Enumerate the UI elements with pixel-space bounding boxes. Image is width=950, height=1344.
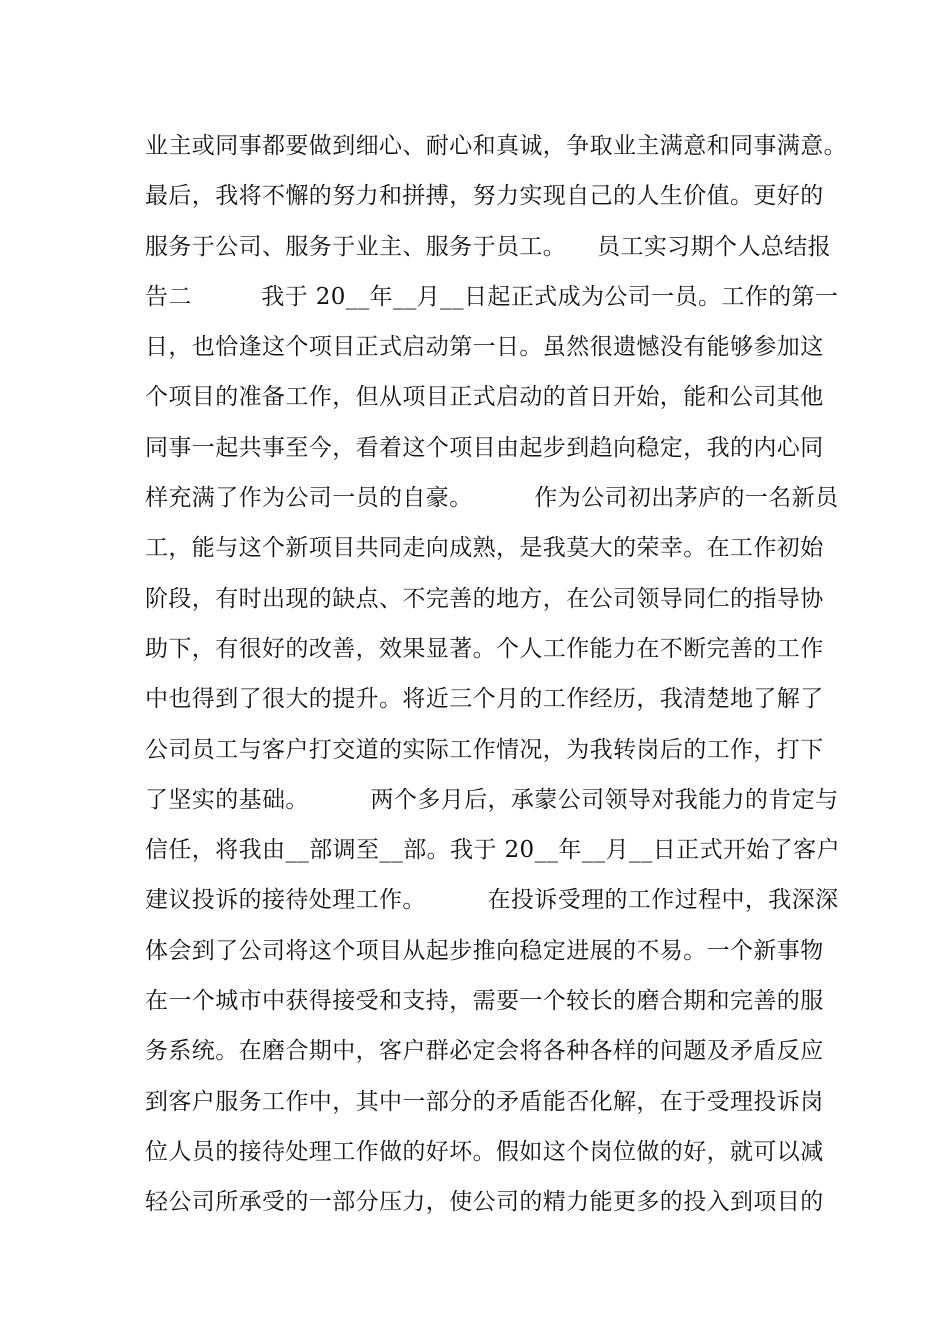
- text-line: 个项目的准备工作，但从项目正式启动的首日开始，能和公司其他: [145, 384, 824, 411]
- text-line: 助下，有很好的改善，效果显著。个人工作能力在不断完善的工作: [145, 635, 824, 662]
- text-line: 服务于公司、服务于业主、服务于员工。 员工实习期个人总结报: [145, 233, 832, 260]
- text-line: 同事一起共事至今，看着这个项目由起步到趋向稳定，我的内心同: [145, 434, 824, 461]
- text-line: 最后，我将不懈的努力和拼搏，努力实现自己的人生价值。更好的: [145, 183, 824, 210]
- text-line: 体会到了公司将这个项目从起步推向稳定进展的不易。一个新事物: [145, 937, 824, 964]
- text-line: 公司员工与客户打交道的实际工作情况，为我转岗后的工作，打下: [145, 736, 824, 763]
- body-text: [145, 128, 845, 1235]
- text-line: 阶段，有时出现的缺点、不完善的地方，在公司领导同仁的指导协: [145, 585, 824, 612]
- text-line: 中也得到了很大的提升。将近三个月的工作经历，我清楚地了解了: [145, 686, 824, 713]
- text-line: 告二 我于 20__年__月__日起正式成为公司一员。工作的第一: [145, 283, 839, 310]
- text-line: 务系统。在磨合期中，客户群必定会将各种各样的问题及矛盾反应: [145, 1038, 824, 1065]
- text-line: 在一个城市中获得接受和支持，需要一个较长的磨合期和完善的服: [145, 988, 824, 1015]
- text-line: 到客户服务工作中，其中一部分的矛盾能否化解，在于受理投诉岗: [145, 1088, 824, 1115]
- text-line: 位人员的接待处理工作做的好坏。假如这个岗位做的好，就可以减: [145, 1138, 824, 1165]
- text-line: 工，能与这个新项目共同走向成熟，是我莫大的荣幸。在工作初始: [145, 535, 824, 562]
- text-line: 轻公司所承受的一部分压力，使公司的精力能更多的投入到项目的: [145, 1189, 824, 1216]
- text-line: 日，也恰逢这个项目正式启动第一日。虽然很遗憾没有能够参加这: [145, 334, 824, 361]
- text-line: 了坚实的基础。 两个多月后，承蒙公司领导对我能力的肯定与: [145, 786, 839, 813]
- text-line: 信任，将我由__部调至__部。我于 20__年__月__日正式开始了客户: [145, 837, 840, 864]
- text-line: 业主或同事都要做到细心、耐心和真诚，争取业主满意和同事满意。: [145, 133, 847, 159]
- text-line: 建议投诉的接待处理工作。 在投诉受理的工作过程中，我深深: [145, 887, 839, 914]
- text-line: 样充满了作为公司一员的自豪。 作为公司初出茅庐的一名新员: [145, 485, 839, 512]
